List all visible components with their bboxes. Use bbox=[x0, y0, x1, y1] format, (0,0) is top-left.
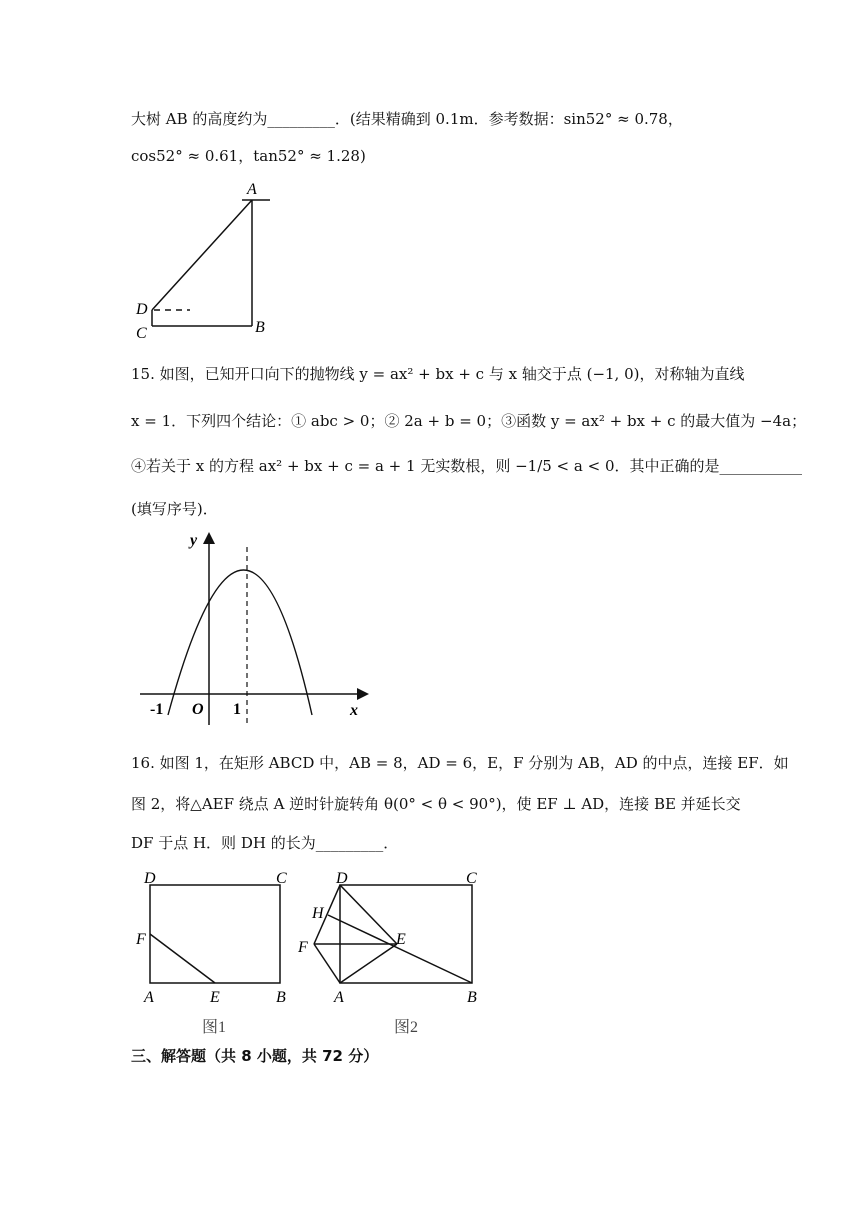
fig2-label-d: D bbox=[336, 870, 348, 887]
fig2-label-a: A bbox=[334, 989, 344, 1006]
q16-line-3: DF 于点 H．则 DH 的长为_________． bbox=[131, 834, 399, 852]
fig2-label-c: C bbox=[466, 870, 477, 887]
segment-bh bbox=[328, 915, 472, 983]
q14-line-2: cos52° ≈ 0.61，tan52° ≈ 1.28) bbox=[131, 147, 366, 165]
q16-line-1: 16. 如图 1，在矩形 ABCD 中，AB = 8，AD = 6，E，F 分别为 AB，AD 的中点，连接 EF．如 bbox=[131, 754, 789, 772]
fig1-label-a: A bbox=[144, 989, 154, 1006]
fig2-label-h: H bbox=[312, 905, 324, 922]
q16-figure-2 bbox=[290, 866, 500, 1036]
q16-figure-1 bbox=[130, 866, 300, 1036]
tick-neg1-label: -1 bbox=[150, 701, 164, 718]
segment-af bbox=[314, 944, 340, 983]
fig1-label-b: B bbox=[276, 989, 286, 1006]
fig1-label-c: C bbox=[276, 870, 287, 887]
tick-1-label: 1 bbox=[233, 701, 241, 718]
section-3-heading: 三、解答题（共 8 小题，共 72 分） bbox=[131, 1047, 379, 1065]
fig1-label-d: D bbox=[144, 870, 156, 887]
rect-abcd bbox=[150, 885, 280, 983]
q14-line-1: 大树 AB 的高度约为_________．(结果精确到 0.1m．参考数据：sin52° ≈ 0.78， bbox=[131, 110, 683, 128]
fig2-caption: 图2 bbox=[394, 1019, 419, 1036]
label-a: A bbox=[247, 181, 257, 198]
q14-tree-figure bbox=[120, 180, 280, 345]
fig2-label-f: F bbox=[298, 939, 308, 956]
q15-line-3: ④若关于 x 的方程 ax² + bx + c = a + 1 无实数根，则 −1/5 < a < 0．其中正确的是___________ bbox=[131, 457, 802, 475]
line-da bbox=[152, 200, 252, 310]
origin-label: O bbox=[192, 701, 204, 718]
fig1-label-f: F bbox=[136, 931, 146, 948]
fig1-caption: 图1 bbox=[202, 1019, 227, 1036]
q15-line-2: x = 1．下列四个结论：① abc > 0；② 2a + b = 0；③函数 y = ax² + bx + c 的最大值为 −4a； bbox=[131, 412, 807, 430]
segment-de bbox=[340, 885, 397, 944]
fig2-label-b: B bbox=[467, 989, 477, 1006]
x-axis-label: x bbox=[350, 702, 358, 719]
fig1-label-e: E bbox=[210, 989, 220, 1006]
label-d: D bbox=[136, 301, 148, 318]
q16-line-2: 图 2，将△AEF 绕点 A 逆时针旋转角 θ(0° < θ < 90°)，使 EF ⊥ AD，连接 BE 并延长交 bbox=[131, 795, 741, 813]
q15-line-1: 15. 如图，已知开口向下的抛物线 y = ax² + bx + c 与 x 轴交于点 (−1, 0)，对称轴为直线 bbox=[131, 365, 745, 383]
q15-line-4: (填写序号)． bbox=[131, 500, 218, 518]
segment-ae bbox=[340, 944, 397, 983]
segment-ef bbox=[150, 934, 215, 983]
q15-parabola-figure bbox=[130, 525, 380, 725]
label-b: B bbox=[255, 319, 265, 336]
label-c: C bbox=[136, 325, 147, 342]
rect-abcd bbox=[340, 885, 472, 983]
y-axis-label: y bbox=[190, 532, 198, 549]
fig2-label-e: E bbox=[396, 931, 406, 948]
